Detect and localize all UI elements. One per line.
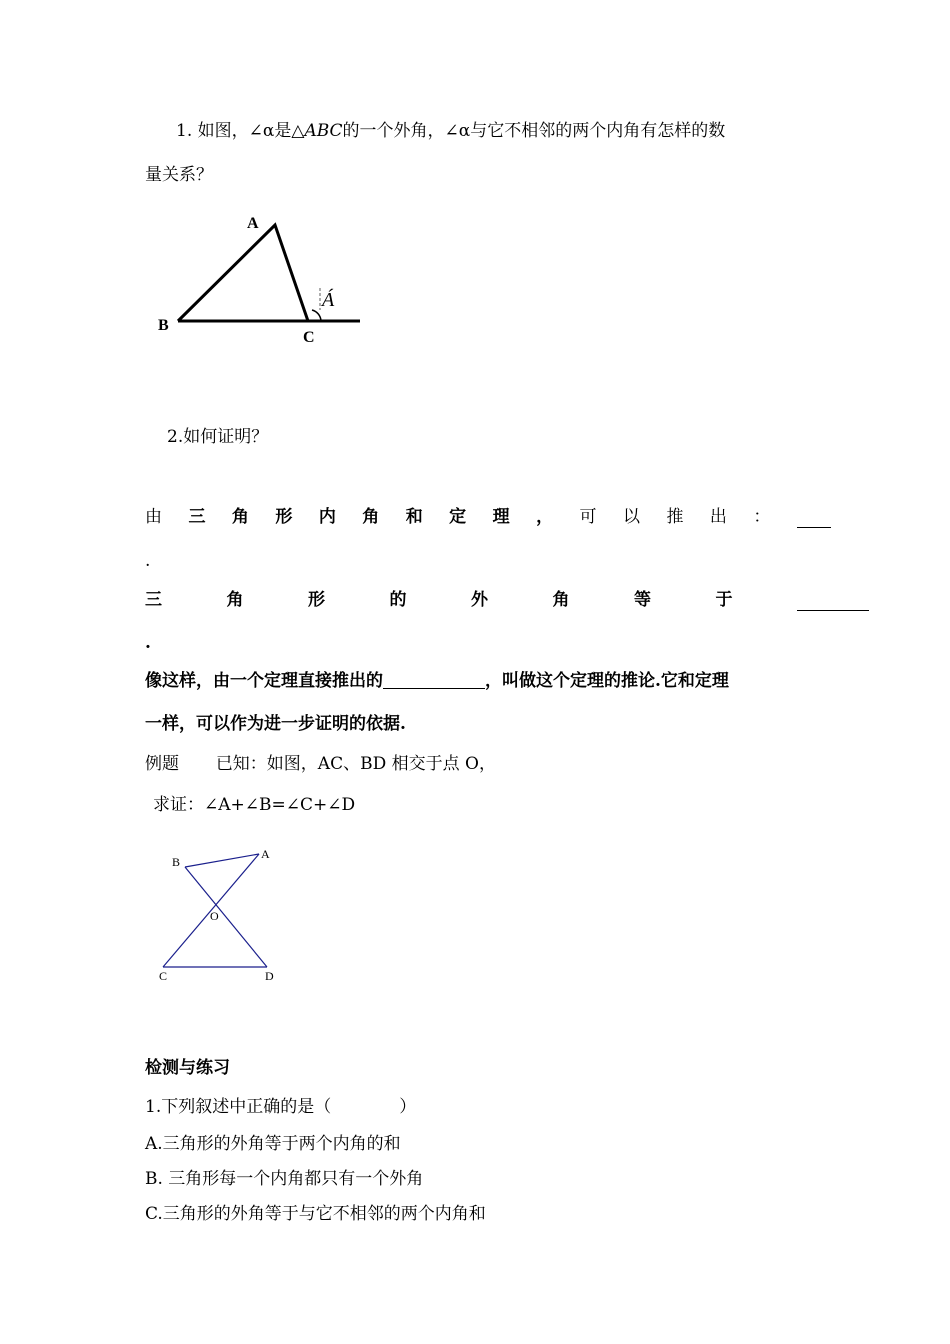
corollary-char: 角 — [226, 590, 244, 610]
label-c2: C — [159, 969, 168, 983]
deduce-char: 理 — [492, 507, 510, 527]
note-part-2: ，叫做这个定理的推论.它和定理 — [485, 671, 729, 691]
practice-option-a: A.三角形的外角等于两个内角的和 — [145, 1134, 401, 1154]
deduce-char: 由 — [145, 507, 162, 527]
practice-option-b: B. 三角形每一个内角都只有一个外角 — [145, 1169, 424, 1189]
segment-ba — [185, 854, 259, 867]
deduce-char: 和 — [405, 507, 423, 527]
deduce-dot: . — [145, 551, 151, 571]
deduce-char: ： — [753, 507, 771, 527]
note-line-1 — [145, 670, 729, 692]
corollary-char: 角 — [552, 590, 570, 610]
label-o: O — [210, 909, 219, 923]
corollary-char: 于 — [715, 590, 733, 610]
alpha-arc — [312, 310, 321, 321]
deduce-char: 三 — [188, 507, 206, 527]
label-alpha: Á — [322, 289, 335, 311]
note-blank[interactable] — [383, 670, 485, 689]
deduce-char: ， — [536, 507, 554, 527]
note-line-2: 一样，可以作为进一步证明的依据. — [145, 714, 406, 734]
label-a2: A — [261, 847, 270, 861]
question-1-text-a: 如图，∠α是△ — [197, 121, 305, 141]
deduce-char: 以 — [622, 507, 640, 527]
deduce-char: 出 — [709, 507, 727, 527]
question-2: 2.如何证明？ — [167, 427, 269, 447]
deduce-char: 角 — [362, 507, 380, 527]
label-b: B — [158, 317, 169, 334]
corollary-char: 外 — [471, 590, 488, 610]
deduce-line — [145, 506, 831, 528]
corollary-line — [145, 589, 869, 611]
label-b2: B — [172, 855, 181, 869]
corollary-dot: . — [145, 633, 151, 653]
segment-bd — [185, 867, 267, 967]
question-1-abc: ABC — [304, 121, 343, 141]
note-part-1: 像这样，由一个定理直接推出的 — [145, 671, 383, 691]
example-prove: 求证：∠A+∠B=∠C+∠D — [153, 795, 356, 815]
figure-triangle-exterior-angle — [140, 200, 380, 360]
example-line — [145, 753, 496, 775]
question-1-line-1 — [176, 120, 725, 142]
practice-option-c: C.三角形的外角等于与它不相邻的两个内角和 — [145, 1204, 486, 1224]
corollary-char: 三 — [145, 590, 162, 610]
corollary-char: 形 — [308, 590, 325, 610]
corollary-char: 的 — [389, 590, 407, 610]
label-c: C — [303, 329, 315, 346]
deduce-blank[interactable] — [797, 509, 831, 528]
corollary-char: 等 — [634, 590, 651, 610]
question-1-number: 1. — [176, 121, 193, 141]
deduce-char: 推 — [666, 507, 684, 527]
deduce-char: 可 — [579, 507, 597, 527]
label-a: A — [247, 215, 259, 232]
practice-question-1: 1.下列叙述中正确的是（ ） — [145, 1097, 417, 1117]
example-label: 例题 — [145, 754, 179, 774]
figure-bowtie — [150, 838, 290, 988]
triangle-abc — [178, 225, 308, 321]
example-given: 已知：如图，AC、BD 相交于点 O， — [215, 754, 496, 774]
deduce-char: 角 — [231, 507, 249, 527]
deduce-char: 内 — [318, 507, 336, 527]
deduce-char: 形 — [275, 507, 293, 527]
question-1-text-b: 的一个外角，∠α与它不相邻的两个内角有怎样的数 — [342, 121, 726, 141]
question-1-line-2: 量关系？ — [145, 165, 213, 185]
corollary-blank[interactable] — [797, 592, 869, 611]
practice-heading: 检测与练习 — [145, 1058, 230, 1078]
deduce-char: 定 — [449, 507, 467, 527]
label-d2: D — [265, 969, 274, 983]
